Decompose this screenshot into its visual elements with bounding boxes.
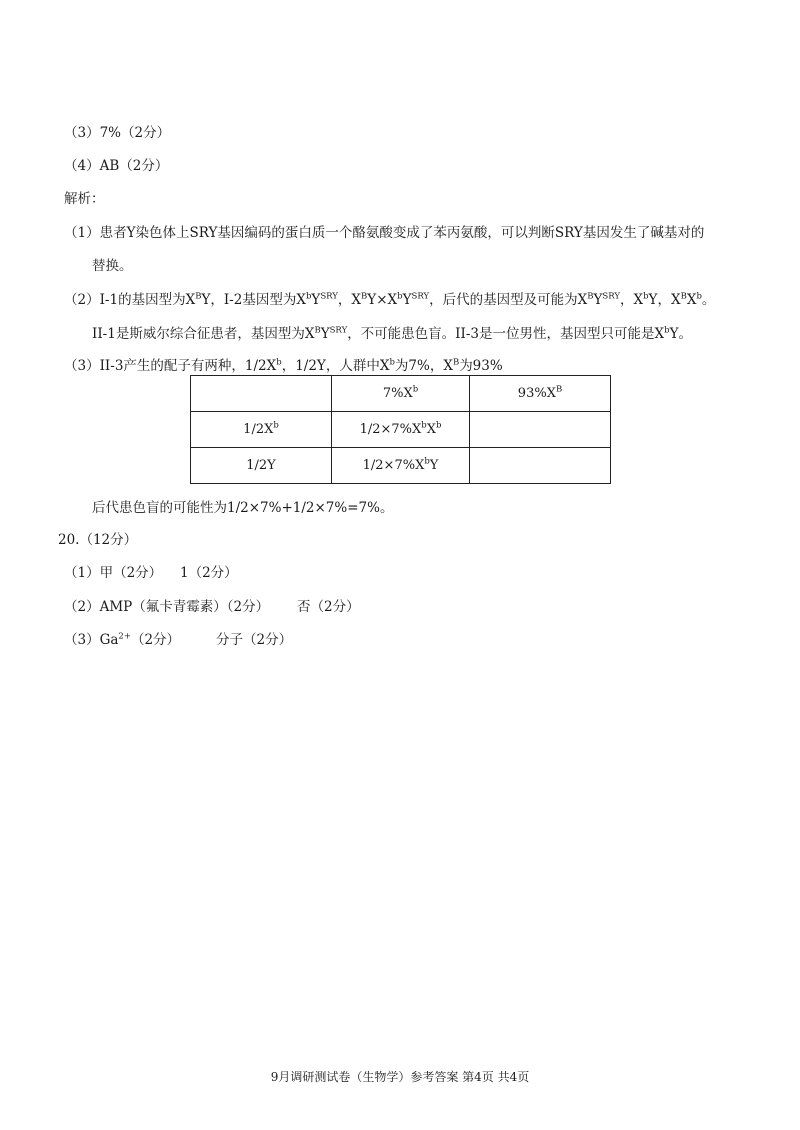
q20-answer-2-second: 否（2分） bbox=[297, 599, 360, 615]
table-header-xb-lower: $7\%X^b$ bbox=[332, 376, 470, 412]
table-row bbox=[191, 376, 611, 412]
q19-answer-4: （4）AB（2分） bbox=[64, 158, 169, 174]
cell-xbxb: $1/2\times 7\%X^bX^b$ bbox=[332, 412, 470, 448]
explanation-3: （3）II-3产生的配子有两种，$1/2X^b$，1/2Y，人群中$X^b$为7%，$X^B$为93% bbox=[64, 357, 503, 374]
page-footer: 9月调研测试卷（生物学）参考答案 第4页 共4页 bbox=[270, 1070, 530, 1084]
table-row bbox=[191, 412, 611, 448]
q19-answer-3: （3）7%（2分） bbox=[64, 125, 171, 141]
cell-empty bbox=[470, 448, 611, 484]
cell-xby: $1/2\times 7\%X^bY$ bbox=[332, 448, 470, 484]
explanation-1-line-2: 替换。 bbox=[92, 258, 133, 274]
explanation-2-line-1: （2）I-1的基因型为$X^BY$，I-2基因型为$X^bY^{SRY}$，$X^BY\times X^bY^{SRY}$，后代的基因型及可能为$X^BY^{SRY}$，$X^bY$，$X^BX^b$。 bbox=[64, 291, 716, 308]
analysis-label: 解析： bbox=[64, 191, 105, 207]
cell-empty bbox=[470, 412, 611, 448]
q20-answer-1: （1）甲（2分） bbox=[64, 565, 163, 581]
explanation-2-line-2: II-1是斯威尔综合征患者，基因型为$X^BY^{SRY}$，不可能患色盲。II-3是一位男性，基因型只可能是$X^bY$。 bbox=[92, 325, 692, 342]
row-label-y: 1/2Y bbox=[191, 448, 332, 484]
q20-answer-3: $(3)Ga^{2+}(2$分） bbox=[64, 631, 181, 648]
punnett-table bbox=[190, 375, 611, 484]
q20-answer-1-second: 1（2分） bbox=[180, 565, 238, 581]
q20-header: 20.（12分） bbox=[58, 532, 138, 548]
table-header-xb-upper: $93\%X^B$ bbox=[470, 376, 611, 412]
conclusion: 后代患色盲的可能性为1/2×7%+1/2×7%=7%。 bbox=[92, 500, 394, 516]
row-label-xb: $1/2X^b$ bbox=[191, 412, 332, 448]
explanation-1-line-1: （1）患者Y染色体上SRY基因编码的蛋白质一个酪氨酸变成了苯丙氨酸，可以判断SRY基因发生了碱基对的 bbox=[64, 225, 705, 241]
table-row bbox=[191, 448, 611, 484]
table-corner-cell bbox=[191, 376, 332, 412]
q20-answer-3-second: 分子（2分） bbox=[216, 632, 293, 648]
q20-answer-2: （2）AMP（氟卡青霉素）（2分） bbox=[64, 599, 270, 615]
